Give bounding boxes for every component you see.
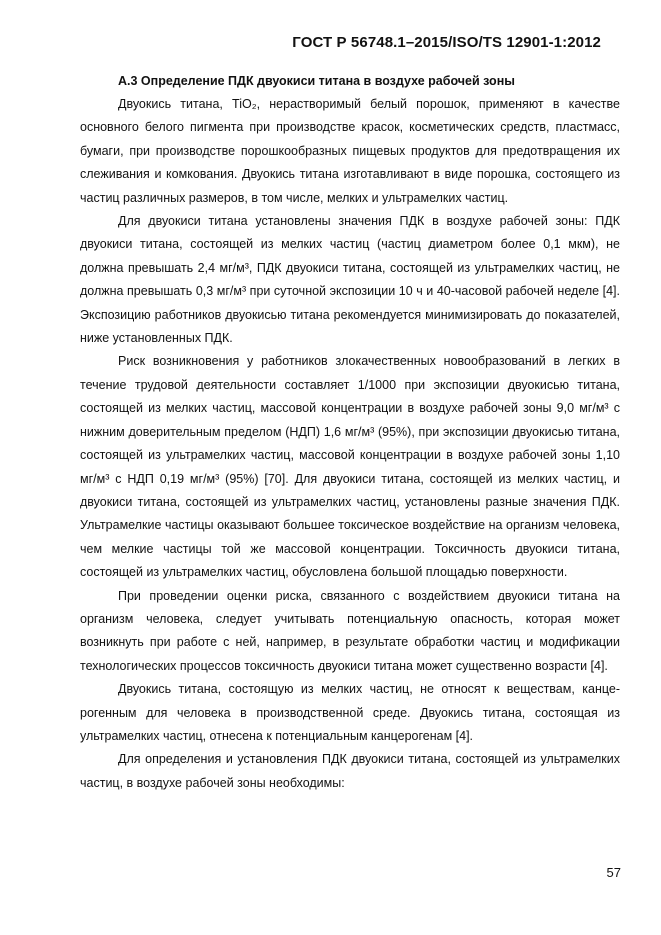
paragraph: Риск возникновения у работников злокачественных новообразований в легких в течение трудовой деятельности составляет 1/1000 при экспозиции двуокисью титана, состоящей из мелких частиц, массовой концентрации в воздухе рабочей зоны 9,0 мг/м³ с нижним доверительным пределом (НДП) 1,6 мг/м³ (95%), при экспозиции двуокисью титана, состоящей из ультрамелких частиц, массовой концентрации в воздухе рабочей зоны 1,10 мг/м³ с НДП 0,19 мг/м³ (95%) [70]. Для двуокиси титана, состоящей из мелких частиц, и двуокиси титана, состоящей из ультрамелких частиц, установлены разные значения ПДК. Ультрамелкие частицы оказывают большее токсическое воздействие на организм человека, чем мелкие частицы той же массовой концентрации. Токсичность двуокиси титана, состоящей из ультрамелких частиц, обусловлена большой площадью поверхности. bbox=[80, 354, 620, 580]
paragraph: При проведении оценки риска, связанного с воздействием двуокиси титана на организм человека, следует учитывать потенциальную опасность, которая может возникнуть при работе с ней, например, в результате обработки частиц и модификации технологических процессов токсичность двуокиси титана может существенно возрасти [4]. bbox=[80, 588, 620, 673]
paragraph: Двуокись титана, TiO₂, нерастворимый белый порошок, применяют в качестве основного белого пигмента при производстве красок, косметических средств, пластмасс, бумаги, при производстве порошкообразных пищевых продуктов для предотвращения их слеживания и комкования. Двуокись титана изготавливают в виде порошка, состоящего из частиц различных размеров, в том числе, мелких и ультрамелких частиц. bbox=[80, 97, 620, 205]
body-text bbox=[80, 93, 620, 795]
page-number: 57 bbox=[606, 865, 621, 880]
paragraph: Для определения и установления ПДК двуокиси титана, состоящей из ультрамелких частиц, в воздухе рабочей зоны необходимы: bbox=[80, 752, 620, 790]
paragraph: Для двуокиси титана установлены значения ПДК в воздухе рабочей зоны: ПДК двуокиси титана, состоящей из мелких частиц (частиц диаметром более 0,1 мкм), не должна превышать 2,4 мг/м³, ПДК двуокиси титана, состоящей из ультрамелких частиц, не должна превышать 0,3 мг/м³ при суточной экспозиции 10 ч и 40-часовой рабочей неделе [4]. Экспозицию работников двуокисью титана рекомендуется минимизировать до показателей, ниже установленных ПДК. bbox=[80, 214, 620, 346]
paragraph: Двуокись титана, состоящую из мелких частиц, не относят к веществам, канцерогенным для человека в производственной среде. Двуокись титана, состоящая из ультрамелких частиц, отнесена к потенциальным канцерогенам [4]. bbox=[80, 682, 620, 743]
section-title: А.3 Определение ПДК двуокиси титана в воздухе рабочей зоны bbox=[118, 74, 515, 88]
document-body bbox=[80, 70, 620, 795]
document-header: ГОСТ Р 56748.1–2015/ISO/TS 12901-1:2012 bbox=[292, 34, 601, 51]
